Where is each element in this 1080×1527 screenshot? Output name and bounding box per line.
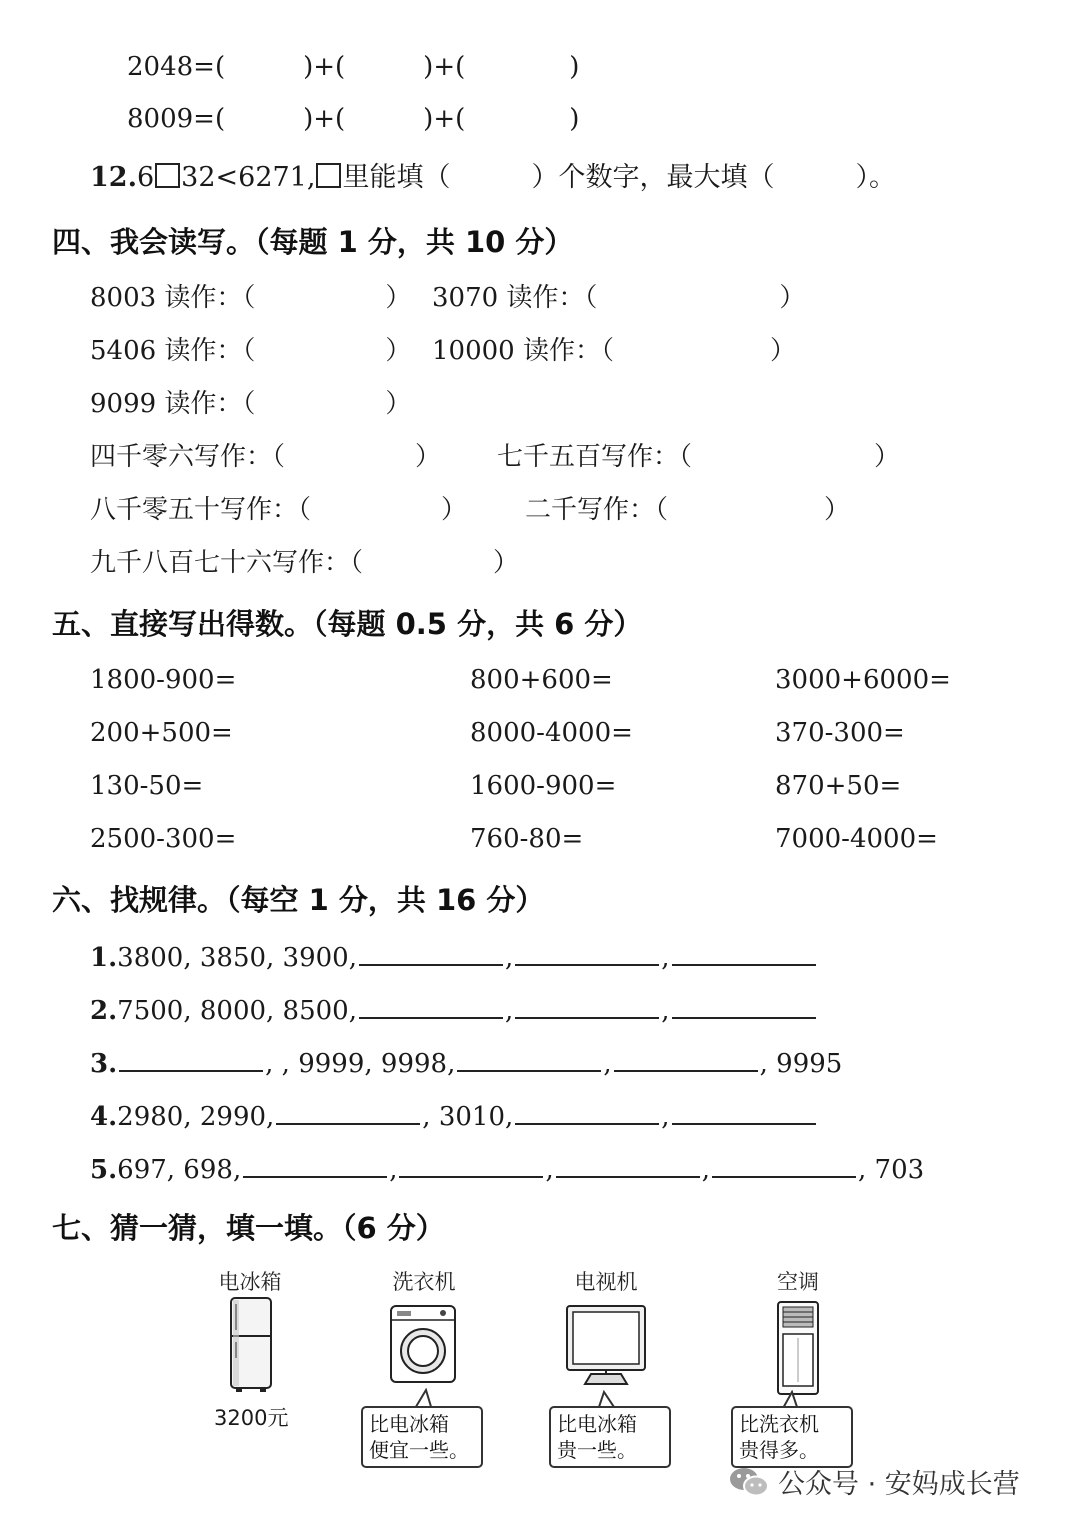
sequence-text: , , 9999, 9998, <box>265 1049 456 1079</box>
answer-blank[interactable] <box>515 940 659 966</box>
question-number: 2. <box>90 996 118 1026</box>
appliance-label: 空调 <box>777 1270 819 1294</box>
pattern-question-3 <box>90 1046 842 1081</box>
washing-machine-icon <box>387 1302 459 1386</box>
wechat-icon <box>728 1464 770 1500</box>
calc-item: 760-80= <box>470 824 584 854</box>
speech-bubble: 比电冰箱 贵一些。 <box>549 1406 671 1468</box>
calc-item: 7000-4000= <box>775 824 938 854</box>
answer-blank[interactable] <box>359 993 503 1019</box>
section-7-title: 七、猜一猜，填一填。（6 分） <box>52 1211 445 1245</box>
question-number: 4. <box>90 1102 118 1132</box>
sequence-text: , 703 <box>858 1155 925 1185</box>
read-item: 5406 读作：（ ） <box>90 336 412 366</box>
question-number: 5. <box>90 1155 118 1185</box>
pattern-question-1 <box>90 940 818 975</box>
q12-text-a: 6 <box>136 162 155 193</box>
section-4-title: 四、我会读写。（每题 1 分，共 10 分） <box>52 225 574 259</box>
q12-text-c: 里能填（ ）个数字，最大填（ ）。 <box>342 162 896 193</box>
write-item: 四千零六写作：（ ） <box>90 442 442 472</box>
question-number: 12. <box>90 162 137 193</box>
speech-bubble: 比电冰箱 便宜一些。 <box>361 1406 483 1468</box>
calc-item: 8000-4000= <box>470 718 633 748</box>
answer-blank[interactable] <box>119 1046 263 1072</box>
appliance-label: 洗衣机 <box>392 1270 456 1294</box>
sequence-text: 3800, 3850, 3900, <box>117 943 357 973</box>
answer-blank[interactable] <box>359 940 503 966</box>
pattern-question-5 <box>90 1152 924 1187</box>
read-item: 9099 读作：（ ） <box>90 389 412 419</box>
question-number: 3. <box>90 1049 118 1079</box>
watermark-text: 公众号 · 安妈成长营 <box>778 1469 1020 1500</box>
decomposition-8009: 8009=( )+( )+( ) <box>127 104 580 134</box>
calc-item: 130-50= <box>90 771 204 801</box>
decomposition-2048: 2048=( )+( )+( ) <box>127 52 580 82</box>
calc-item: 2500-300= <box>90 824 237 854</box>
answer-blank[interactable] <box>399 1152 543 1178</box>
answer-blank[interactable] <box>457 1046 601 1072</box>
sequence-text: 2980, 2990, <box>117 1102 275 1132</box>
calc-item: 200+500= <box>90 718 233 748</box>
comma: , <box>661 1102 670 1132</box>
refrigerator-price: 3200元 <box>214 1406 289 1430</box>
pattern-question-2 <box>90 993 818 1028</box>
comma: , <box>504 943 514 973</box>
appliance-label: 电视机 <box>574 1270 638 1294</box>
question-number: 1. <box>90 943 118 973</box>
sequence-text: , 9995 <box>759 1049 843 1079</box>
calc-item: 1600-900= <box>470 771 617 801</box>
write-item: 二千写作：（ ） <box>525 495 851 525</box>
sequence-text: 7500, 8000, 8500, <box>117 996 357 1026</box>
comma: , <box>545 1155 554 1185</box>
calc-item: 370-300= <box>775 718 905 748</box>
watermark <box>728 1462 1020 1501</box>
section-6-title: 六、找规律。（每空 1 分，共 16 分） <box>52 883 545 917</box>
comma: , <box>661 996 670 1026</box>
answer-blank[interactable] <box>614 1046 758 1072</box>
comma: , <box>701 1155 710 1185</box>
write-item: 七千五百写作：（ ） <box>497 442 901 472</box>
answer-blank[interactable] <box>556 1152 700 1178</box>
speech-bubble: 比洗衣机 贵得多。 <box>731 1406 853 1468</box>
read-item: 8003 读作：（ ） <box>90 283 412 313</box>
answer-blank[interactable] <box>672 1099 816 1125</box>
answer-blank[interactable] <box>515 993 659 1019</box>
comma: , <box>661 943 670 973</box>
calc-item: 3000+6000= <box>775 665 951 695</box>
television-icon <box>561 1302 651 1392</box>
blank-box[interactable] <box>155 163 180 188</box>
comma: , <box>504 996 514 1026</box>
answer-blank[interactable] <box>243 1152 387 1178</box>
calc-item: 870+50= <box>775 771 902 801</box>
question-12 <box>90 160 896 196</box>
blank-box[interactable] <box>316 163 341 188</box>
q12-text-b: 32<6271, <box>181 162 316 193</box>
pattern-question-4 <box>90 1099 818 1134</box>
answer-blank[interactable] <box>672 993 816 1019</box>
calc-item: 800+600= <box>470 665 613 695</box>
calc-item: 1800-900= <box>90 665 237 695</box>
write-item: 八千零五十写作：（ ） <box>90 495 468 525</box>
air-conditioner-icon <box>772 1298 824 1398</box>
answer-blank[interactable] <box>672 940 816 966</box>
section-5-title: 五、直接写出得数。（每题 0.5 分，共 6 分） <box>52 607 643 641</box>
read-item: 10000 读作：（ ） <box>432 336 796 366</box>
read-item: 3070 读作：（ ） <box>432 283 806 313</box>
answer-blank[interactable] <box>276 1099 420 1125</box>
sequence-text: 697, 698, <box>117 1155 242 1185</box>
sequence-text: , 3010, <box>422 1102 514 1132</box>
answer-blank[interactable] <box>515 1099 659 1125</box>
write-item: 九千八百七十六写作：（ ） <box>90 548 520 578</box>
comma: , <box>389 1155 398 1185</box>
appliance-label: 电冰箱 <box>218 1270 282 1294</box>
comma: , <box>603 1049 612 1079</box>
refrigerator-icon <box>222 1296 280 1396</box>
answer-blank[interactable] <box>712 1152 856 1178</box>
